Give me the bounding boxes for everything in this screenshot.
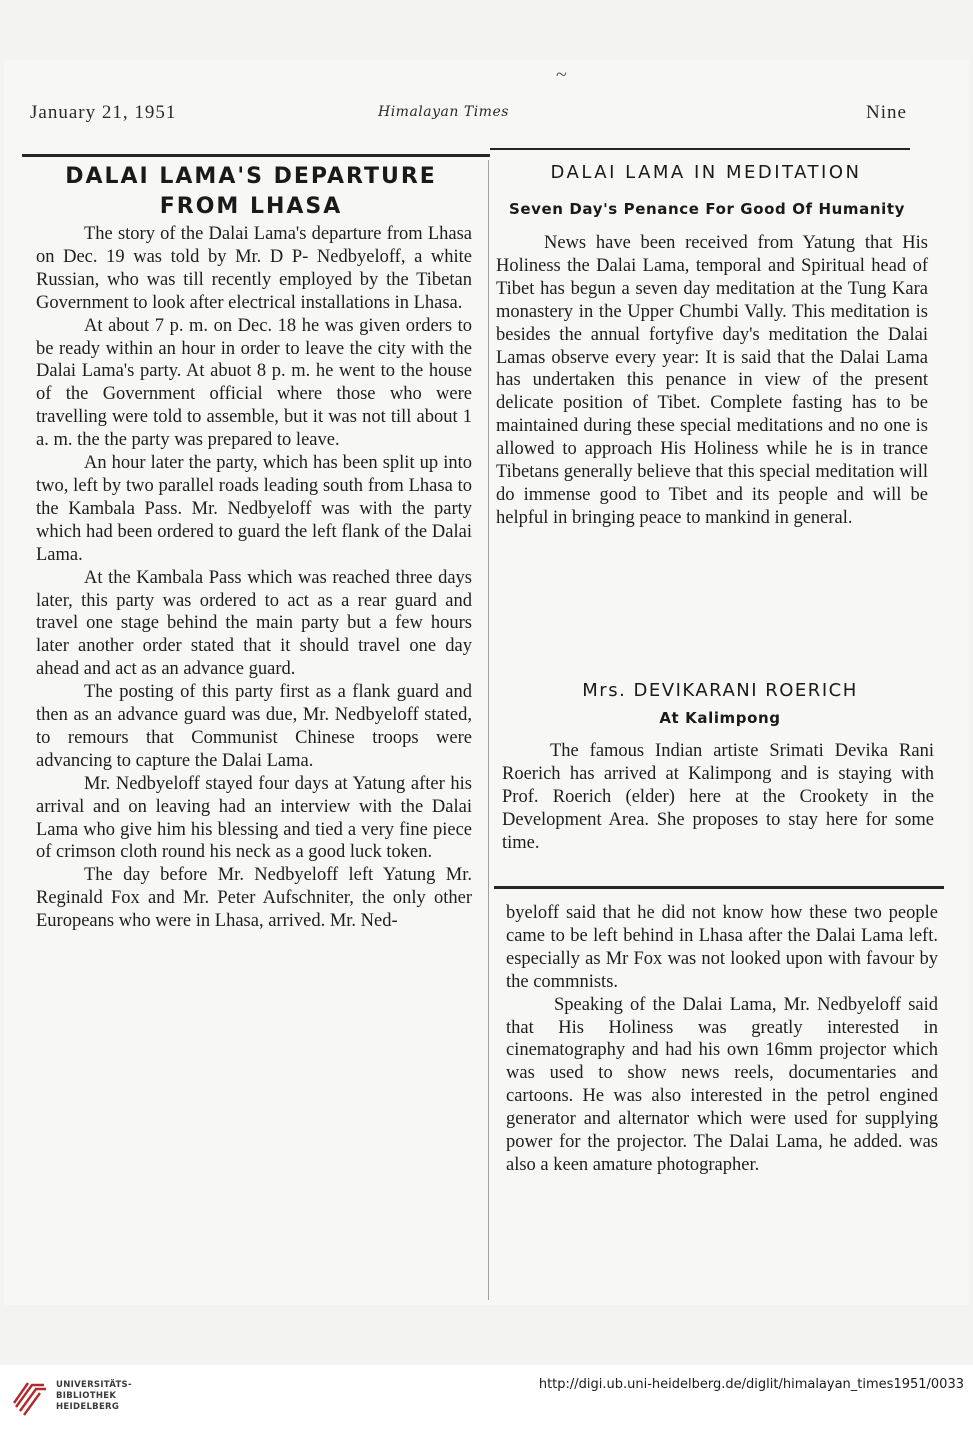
paragraph: Speaking of the Dalai Lama, Mr. Nedbyeloff said that His Holiness was greatly interested in cinematography and had his own 16mm projector which was used to show news reels, documentaries and cartoons. He was also interested in the petrol engined generator and alternator which were used for supplying power for the projector. The Dalai Lama, he added. was also a keen amature photographer. — [506, 994, 938, 1175]
paragraph: News have been received from Yatung that His Holiness the Dalai Lama, temporal and Spiritual head of Tibet has begun a seven day meditation at the Tung Kara monastery in the Upper Chumbi Vally. This meditation is besides the annual fortyfive day's meditation the Dalai Lamas observe every year: It is said that the Dalai Lama has undertaken this penance in view of the present delicate position of Tibet. Complete fasting has to be maintained during these special meditations and no one is allowed to approach His Holiness while he is in trance Tibetans generally believe that this special meditation will do immense good to Tibet and its people and will be helpful in bringing peace to mankind in general. — [496, 233, 928, 528]
library-logo-icon — [10, 1377, 50, 1422]
library-name — [56, 1380, 132, 1413]
meditation-headline: DALAI LAMA IN MEDITATION — [550, 162, 862, 183]
top-mark: ~ — [556, 64, 567, 86]
paragraph: At the Kambala Pass which was reached three days later, this party was ordered to act as a rear guard and travel one stage behind the main party but a few hours later another order stated that it should travel one day ahead and act as an advance guard. — [36, 567, 472, 680]
paragraph: The posting of this party first as a flank guard and then as an advance guard was due, Mr. Nedbyeloff stated, to remours that Communist Chinese troops were advancing to capture the Dalai Lama. — [36, 682, 472, 771]
meditation-subheadline: Seven Day's Penance For Good Of Humanity — [508, 200, 906, 218]
page-number: Nine — [866, 102, 907, 123]
meditation-body — [496, 232, 928, 530]
roerich-body — [502, 740, 934, 855]
paragraph: An hour later the party, which has been split up into two, left by two parallel roads leading south from Lhasa to the Kambala Pass. Mr. Nedbyeloff was with the party which had been ordered to guard the left flank of the Dalai Lama. — [36, 453, 472, 565]
article-headline-line2: FROM LHASA — [159, 194, 343, 219]
header-rule-left — [22, 154, 490, 157]
paragraph: At about 7 p. m. on Dec. 18 he was given orders to be ready within an hour in order to leave the city with the Dalai Lama's party. At abuot 8 p. m. he went to the house of the Government official where those who were travelling were told to assemble, but it was not till about 1 a. m. the the party was prepared to leave. — [36, 315, 472, 451]
paragraph: Mr. Nedbyeloff stayed four days at Yatung after his arrival and on leaving had an interview with the Dalai Lama who give him his blessing and tied a very fine piece of crimson cloth round his neck as a good luck token. — [36, 773, 472, 863]
article-headline: DALAI LAMA'S DEPARTURE — [65, 164, 437, 189]
article-body-left — [36, 223, 472, 933]
issue-date: January 21, 1951 — [30, 102, 177, 123]
roerich-headline: Mrs. DEVIKARANI ROERICH — [582, 680, 858, 701]
masthead: Himalayan Times — [378, 104, 509, 120]
footer-bar — [0, 1365, 973, 1435]
paragraph: The day before Mr. Nedbyeloff left Yatung Mr. Reginald Fox and Mr. Peter Aufschniter, the only other Europeans who were in Lhasa, arrived. Mr. Ned- — [36, 865, 472, 932]
source-url-link[interactable]: http://digi.ub.uni-heidelberg.de/diglit/himalayan_times1951/0033 — [538, 1377, 964, 1392]
roerich-subheadline: At Kalimpong — [659, 709, 781, 727]
header-rule-right — [490, 148, 910, 150]
continued-body — [506, 902, 938, 1177]
paragraph: The famous Indian artiste Srimati Devika Rani Roerich has arrived at Kalimpong and is staying with Prof. Roerich (elder) here at the Crookety in the Development Area. She proposes to stay here for some time. — [502, 741, 934, 853]
section-rule — [494, 886, 944, 889]
library-line: HEIDELBERG — [56, 1402, 120, 1412]
paragraph: byeloff said that he did not know how these two people came to be left behind in Lhasa after the Dalai Lama left. especially as Mr Fox was not looked upon with favour by the commnists. — [506, 903, 938, 992]
library-line: UNIVERSITÄTS- — [56, 1380, 132, 1390]
library-line: BIBLIOTHEK — [56, 1391, 117, 1401]
column-divider — [488, 160, 489, 1300]
paragraph: The story of the Dalai Lama's departure from Lhasa on Dec. 19 was told by Mr. D P- Nedbyeloff, a white Russian, who was till recently employed by the Tibetan Government to look after electrical installations in Lhasa. — [36, 224, 472, 313]
